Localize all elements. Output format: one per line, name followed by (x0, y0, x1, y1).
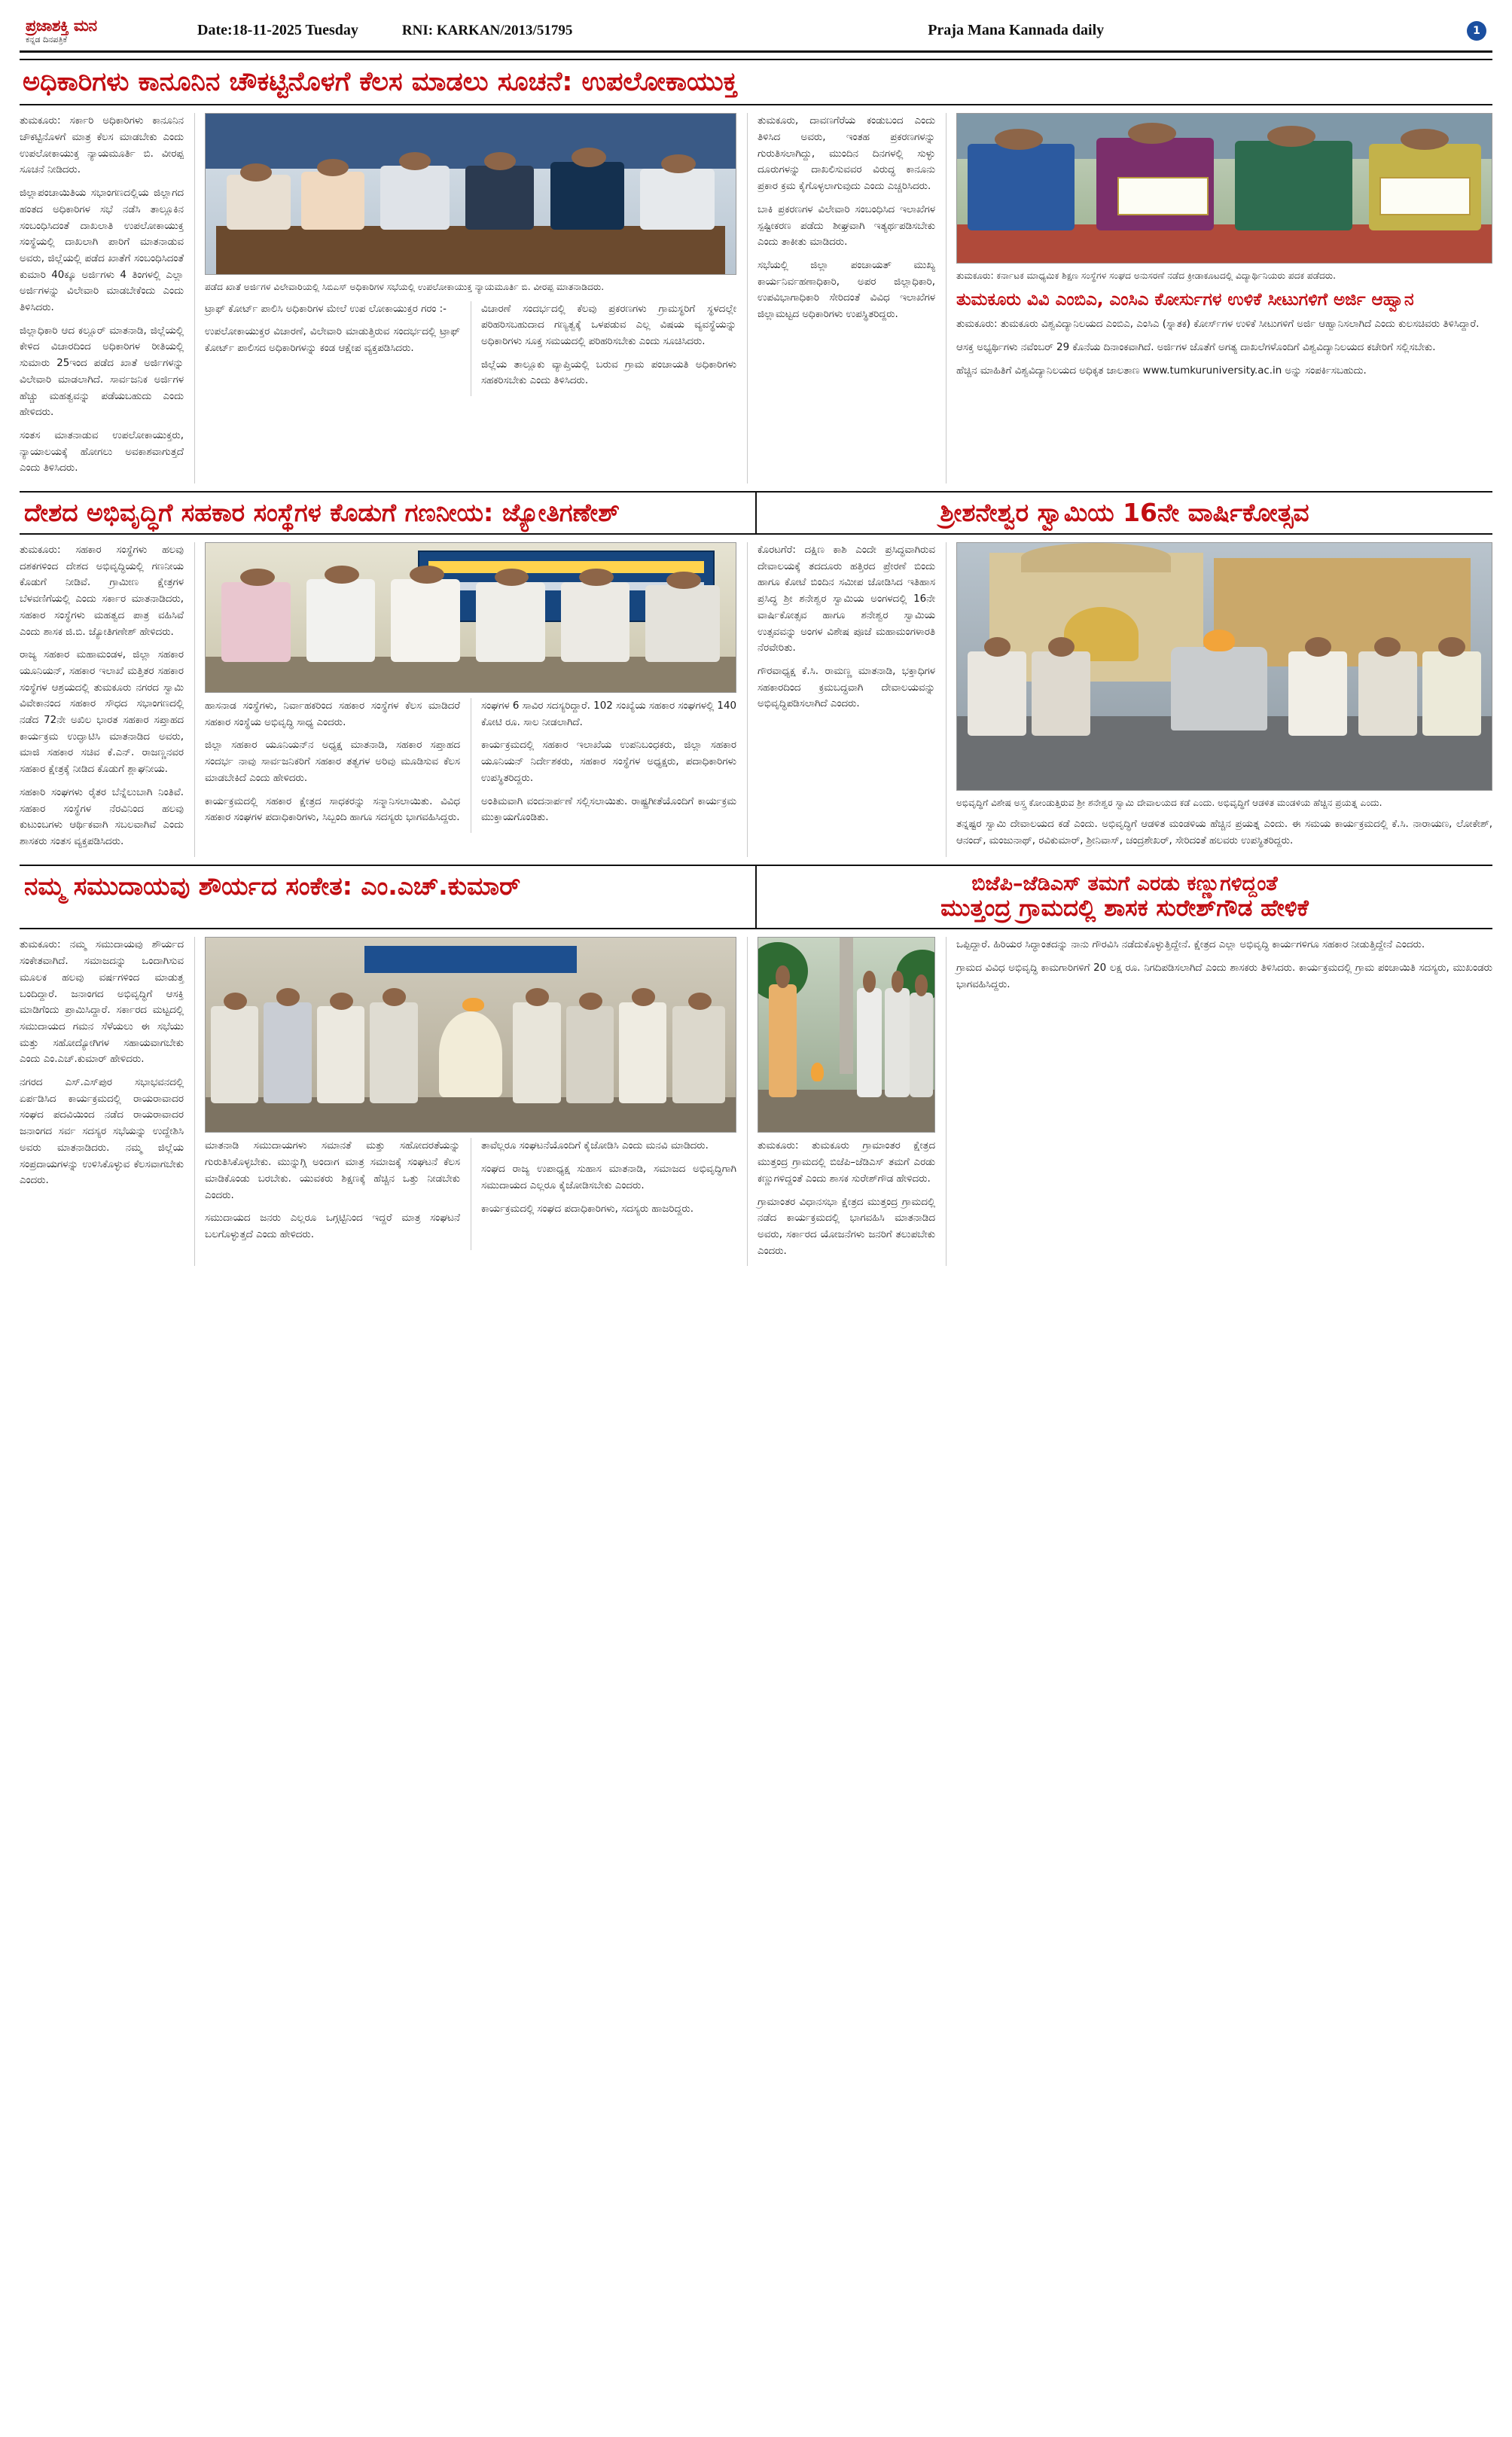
story2-col2-text (205, 698, 460, 833)
story2-col1-p1: ತುಮಕೂರು: ಸಹಕಾರ ಸಂಸ್ಥೆಗಳು ಹಲವು ದಶಕಗಳಿಂದ ದೇಶದ ಅಭಿವೃದ್ಧಿಯಲ್ಲಿ ಗಣನೀಯ ಕೊಡುಗೆ ನೀಡಿವೆ. ಗ್ರಾಮೀಣ ಕ್ಷೇತ್ರಗಳ ಬೆಳವಣಿಗೆಯಲ್ಲಿ ಎಂದು ಸರ್ಕಾರ ಮಾತನಾಡಿದರು, ಸಹಕಾರ ಸಂಸ್ಥೆಗಳು ಮಹತ್ವದ ಪಾತ್ರ ವಹಿಸಿವೆ ಎಂದು ಶಾಸಕ ಜಿ.ಬಿ. ಜ್ಯೋತಿಗಣೇಶ್ ಹೇಳಿದರು. (20, 544, 184, 638)
story3-headline-left: ನಮ್ಮ ಸಮುದಾಯವು ಶೌರ್ಯದ ಸಂಕೇತ: ಎಂ.ಎಚ್.ಕುಮಾರ್ (24, 871, 521, 901)
story1-col2-p1: ಟ್ರಾಫ್ ಕೋರ್ಟ್ ಪಾಲಿಸಿ ಅಧಿಕಾರಿಗಳ ಮೇಲೆ ಉಪ ಲೋಕಾಯುಕ್ತರ ಗರಂ :- (205, 303, 447, 315)
story2-headline-left: ದೇಶದ ಅಭಿವೃದ್ಧಿಗೆ ಸಹಕಾರ ಸಂಸ್ಥೆಗಳ ಕೊಡುಗೆ ಗಣನೀಯ: ಜ್ಯೋತಿಗಣೇಶ್ (24, 498, 620, 528)
story1-col4 (946, 113, 1492, 483)
story2-col3-p1: ಸಂಘಗಳ 6 ಸಾವಿರ ಸದಸ್ಯರಿದ್ದಾರೆ. 102 ಸಂಖ್ಯೆಯ ಸಹಕಾರ ಸಂಘಗಳಲ್ಲಿ 140 ಕೋಟಿ ರೂ. ಸಾಲ ನೀಡಲಾಗಿದೆ. (481, 700, 736, 728)
story3-col5 (946, 937, 1492, 1266)
story3-col2-text (205, 1138, 460, 1249)
logo-subtitle: ಕನ್ನಡ ದಿನಪತ್ರಿಕೆ (26, 35, 68, 44)
story3-headline-bar (20, 865, 1492, 930)
story1-col1-p4: ಸಂತಸ ಮಾತನಾಡುವ ಉಪಲೋಕಾಯುಕ್ತರು, ನ್ಯಾಯಾಲಯಕ್ಕೆ ಹೋಗಲು ಅವಕಾಶವಾಗುತ್ತದೆ ಎಂದು ತಿಳಿಸಿದರು. (20, 430, 184, 474)
story2-photo-cooperative-event (205, 542, 736, 693)
issue-date: Date:18-11-2025 Tuesday (197, 22, 358, 39)
story2-columns (20, 542, 1492, 857)
story2-col2 (194, 542, 736, 857)
story2-col5 (946, 542, 1492, 857)
story3-headline-right-top: ಬಿಜೆಪಿ–ಜೆಡಿಎಸ್ ತಮಗೆ ಎರಡು ಕಣ್ಣುಗಳಿದ್ದಂತೆ (971, 871, 1278, 895)
story1-headline: ಅಧಿಕಾರಿಗಳು ಕಾನೂನಿನ ಚೌಕಟ್ಟಿನೊಳಗೆ ಕೆಲಸ ಮಾಡಲು ಸೂಚನೆ: ಉಪಲೋಕಾಯುಕ್ತ (20, 59, 1492, 105)
story2-headline-right: ಶ್ರೀಶನೇಶ್ವರ ಸ್ವಾಮಿಯ 16ನೇ ವಾರ್ಷಿಕೋತ್ಸವ (755, 493, 1492, 533)
story3-col2-p1: ಮಾತನಾಡಿ ಸಮುದಾಯಗಳು ಸಮಾನತೆ ಮತ್ತು ಸಹೋದರತೆಯನ್ನು ಗುರುತಿಸಿಕೊಳ್ಳಬೇಕು. ಮುನ್ನುಗ್ಗಿ ಅಂದಾಗ ಮಾತ್ರ ಸಮಾಜಕ್ಕೆ ಸಂಘಟನೆ ಕೆಲಸ ಮಾಡಿಕೊಂಡು ಬರಬೇಕು. ಯುವಕರು ಶಿಕ್ಷಣಕ್ಕೆ ಹೆಚ್ಚಿನ ಒತ್ತು ನೀಡಬೇಕು ಎಂದರು. (205, 1140, 460, 1201)
story2-col2-p1: ಹಾಸನಾಡ ಸಂಸ್ಥೆಗಳು, ನಿರ್ವಾಹಕರಿಂದ ಸಹಕಾರ ಸಂಸ್ಥೆಗಳ ಕೆಲಸ ಮಾಡಿದರೆ ಸಹಕಾರ ಸಂಸ್ಥೆಯ ಅಭಿವೃದ್ಧಿ ಸಾಧ್ಯ ಎಂದರು. (205, 700, 460, 728)
story1-photo2-caption: ತುಮಕೂರು: ಕರ್ನಾಟಕ ಮಾಧ್ಯಮಿಕ ಶಿಕ್ಷಣ ಸಂಸ್ಥೆಗಳ ಸಂಘದ ಅನುಸರಣೆ ನಡೆದ ಕ್ರೀಡಾಕೂಟದಲ್ಲಿ ವಿದ್ಯಾರ್ಥಿನಿಯರು ಪದಕ ಪಡೆದರು. (956, 270, 1337, 282)
story3-col3-text (471, 1138, 736, 1249)
story3-columns (20, 937, 1492, 1266)
story1-col3-p2: ಬಾಕಿ ಪ್ರಕರಣಗಳ ವಿಲೇವಾರಿ ಸಂಬಂಧಿಸಿದ ಇಲಾಖೆಗಳ ಸ್ಪಷ್ಟೀಕರಣ ಪಡೆದು ಶೀಘ್ರವಾಗಿ ಇತ್ಯರ್ಥಪಡಿಸಬೇಕು ಎಂದು ತಾಕೀತು ಮಾಡಿದರು. (758, 203, 935, 249)
story3-col4-p1: ತುಮಕೂರು: ತುಮಕೂರು ಗ್ರಾಮಾಂತರ ಕ್ಷೇತ್ರದ ಮುತ್ತಂದ್ರ ಗ್ರಾಮದಲ್ಲಿ ಬಿಜೆಪಿ–ಜೆಡಿಎಸ್ ತಮಗೆ ಎರಡು ಕಣ್ಣುಗಳಿದ್ದಂತೆ ಎಂದು ಶಾಸಕ ಸುರೇಶ್‌ಗೌಡ ಹೇಳಿದರು. (758, 1140, 935, 1185)
story1-sub-p1: ತುಮಕೂರು: ತುಮಕೂರು ವಿಶ್ವವಿದ್ಯಾನಿಲಯದ ಎಂಬಿಎ, ಎಂಸಿಎ (ಸ್ನಾತಕ) ಕೋರ್ಸ್‌ಗಳ ಉಳಿಕೆ ಸೀಟುಗಳಿಗೆ ಅರ್ಜಿ ಆಹ್ವಾನಿಸಲಾಗಿದೆ ಎಂದು ಕುಲಸಚಿವರು ತಿಳಿಸಿದ್ದಾರೆ. (956, 319, 1480, 331)
story3-col4 (747, 937, 935, 1266)
story1-col2-p2: ಉಪಲೋಕಾಯುಕ್ತರ ವಿಚಾರಣೆ, ವಿಲೇವಾರಿ ಮಾಡುತ್ತಿರುವ ಸಂದರ್ಭದಲ್ಲಿ ಟ್ರಾಫ್ ಕೋರ್ಟ್ ಪಾಲಿಸದ ಅಧಿಕಾರಿಗಳನ್ನು ಕಂಡ ಆಕ್ಷೇಪ ವ್ಯಕ್ತಪಡಿಸಿದರು. (205, 326, 460, 355)
story2-col3-p2: ಕಾರ್ಯಕ್ರಮದಲ್ಲಿ ಸಹಕಾರ ಇಲಾಖೆಯ ಉಪನಿಬಂಧಕರು, ಜಿಲ್ಲಾ ಸಹಕಾರ ಯೂನಿಯನ್ ನಿರ್ದೇಶಕರು, ಸಹಕಾರ ಸಂಸ್ಥೆಗಳ ಅಧ್ಯಕ್ಷರು, ಪದಾಧಿಕಾರಿಗಳು ಉಪಸ್ಥಿತರಿದ್ದರು. (481, 740, 736, 784)
story3-col1 (20, 937, 184, 1266)
masthead (20, 14, 1492, 53)
story2-col4 (747, 542, 935, 857)
story2-photo-temple (956, 542, 1492, 791)
publication-logo (26, 17, 184, 44)
story1-sub-headline: ತುಮಕೂರು ವಿವಿ ಎಂಬಿಎ, ಎಂಸಿಎ ಕೋರ್ಸುಗಳ ಉಳಿಕೆ ಸೀಟುಗಳಿಗೆ ಅರ್ಜಿ ಆಹ್ವಾನ (956, 289, 1414, 310)
story3-col4-p2: ಗ್ರಾಮಾಂತರ ವಿಧಾನಸಭಾ ಕ್ಷೇತ್ರದ ಮುತ್ತಂದ್ರ ಗ್ರಾಮದಲ್ಲಿ ನಡೆದ ಕಾರ್ಯಕ್ರಮದಲ್ಲಿ ಭಾಗವಹಿಸಿ ಮಾತನಾಡಿದ ಅವರು, ಸರ್ಕಾರದ ಯೋಜನೆಗಳು ಜನರಿಗೆ ತಲುಪಬೇಕು ಎಂದರು. (758, 1196, 935, 1257)
story2-col4-p2: ಗೌರವಾಧ್ಯಕ್ಷ ಕೆ.ಸಿ. ರಾಮಣ್ಣ ಮಾತನಾಡಿ, ಭಕ್ತಾಧಿಗಳ ಸಹಕಾರದಿಂದ ಕ್ರಮಬದ್ಧವಾಗಿ ದೇವಾಲಯವನ್ನು ಅಭಿವೃದ್ಧಿಪಡಿಸಲಾಗಿದೆ ಎಂದರು. (758, 665, 935, 710)
story3-col5-p1: ಒಪ್ಪಿದ್ದಾರೆ. ಹಿರಿಯರ ಸಿದ್ಧಾಂತದನ್ನು ನಾನು ಗೌರವಿಸಿ ನಡೆದುಕೊಳ್ಳುತ್ತಿದ್ದೇನೆ. ಕ್ಷೇತ್ರದ ಎಲ್ಲಾ ಅಭಿವೃದ್ಧಿ ಕಾರ್ಯಗಳಿಗೂ ಸಹಕಾರ ನೀಡುತ್ತಿದ್ದೇನೆ ಎಂದರು. (956, 939, 1425, 951)
story2-col3-p3: ಅಂತಿಮವಾಗಿ ವಂದನಾರ್ಪಣೆ ಸಲ್ಲಿಸಲಾಯಿತು. ರಾಷ್ಟ್ರಗೀತೆಯೊಂದಿಗೆ ಕಾರ್ಯಕ್ರಮ ಮುಕ್ತಾಯಗೊಂಡಿತು. (481, 795, 736, 824)
story3-col5-p2: ಗ್ರಾಮದ ವಿವಿಧ ಅಭಿವೃದ್ಧಿ ಕಾಮಗಾರಿಗಳಿಗೆ 20 ಲಕ್ಷ ರೂ. ನಿಗದಿಪಡಿಸಲಾಗಿದೆ ಎಂದು ಶಾಸಕರು ತಿಳಿಸಿದರು. ಕಾರ್ಯಕ್ರಮದಲ್ಲಿ ಗ್ರಾಮ ಪಂಚಾಯಿತಿ ಸದಸ್ಯರು, ಮುಖಂಡರು ಭಾಗವಹಿಸಿದ್ದರು. (956, 962, 1492, 990)
story3-col3-p2: ಸಂಘದ ರಾಜ್ಯ ಉಪಾಧ್ಯಕ್ಷ ಸುಹಾಸ ಮಾತನಾಡಿ, ಸಮಾಜದ ಅಭಿವೃದ್ಧಿಗಾಗಿ ಸಮುದಾಯದ ಎಲ್ಲರೂ ಕೈಜೋಡಿಸಬೇಕು ಎಂದರು. (481, 1164, 736, 1191)
story2-col5-p1: ತನ್ನಷ್ಟರ ಸ್ವಾಮಿ ದೇವಾಲಯದ ಕಡೆ ಎಂದು. ಅಭಿವೃದ್ಧಿಗೆ ಆಡಳಿತ ಮಂಡಳಿಯ ಹೆಚ್ಚಿನ ಪ್ರಯತ್ನ ಎಂದು. ಈ ಸಮಯ ಕಾರ್ಯಕ್ರಮದಲ್ಲಿ ಕೆ.ಸಿ. ನಾರಾಯಣ, ಲೋಕೇಶ್, ಆನಂದ್, ಮಂಜುನಾಥ್, ರವಿಕುಮಾರ್, ಶ್ರೀನಿವಾಸ್, ಚಂದ್ರಶೇಖರ್, ಸೇರಿದಂತೆ ಹಲವರು ಉಪಸ್ಥಿತರಿದ್ದರು. (956, 819, 1492, 847)
story1-col3-p3: ಸಭೆಯಲ್ಲಿ ಜಿಲ್ಲಾ ಪಂಚಾಯತ್ ಮುಖ್ಯ ಕಾರ್ಯನಿರ್ವಹಣಾಧಿಕಾರಿ, ಅಪರ ಜಿಲ್ಲಾಧಿಕಾರಿ, ಉಪವಿಭಾಗಾಧಿಕಾರಿ ಸೇರಿದಂತೆ ವಿವಿಧ ಇಲಾಖೆಗಳ ಜಿಲ್ಲಾಮಟ್ಟದ ಅಧಿಕಾರಿಗಳು ಉಪಸ್ಥಿತರಿದ್ದರು. (758, 259, 935, 321)
story1-sub-p3: ಹೆಚ್ಚಿನ ಮಾಹಿತಿಗೆ ವಿಶ್ವವಿದ್ಯಾನಿಲಯದ ಅಧಿಕೃತ ಜಾಲತಾಣ www.tumkuruniversity.ac.in ಅನ್ನು ಸಂಪರ್ಕಿಸಬಹುದು. (956, 364, 1367, 377)
story2-col2-p3: ಕಾರ್ಯಕ್ರಮದಲ್ಲಿ ಸಹಕಾರ ಕ್ಷೇತ್ರದ ಸಾಧಕರನ್ನು ಸನ್ಮಾನಿಸಲಾಯಿತು. ವಿವಿಧ ಸಹಕಾರ ಸಂಘಗಳ ಪದಾಧಿಕಾರಿಗಳು, ಸಿಬ್ಬಂದಿ ಹಾಗೂ ಸದಸ್ಯರು ಭಾಗವಹಿಸಿದ್ದರು. (205, 795, 460, 824)
logo-title: ಪ್ರಜಾಶಕ್ತಿ ಮನ (26, 17, 97, 35)
story1-sub-p2: ಆಸಕ್ತ ಅಭ್ಯರ್ಥಿಗಳು ನವೆಂಬರ್ 29 ಕೊನೆಯ ದಿನಾಂಕವಾಗಿದೆ. ಅರ್ಜಿಗಳ ಜೊತೆಗೆ ಅಗತ್ಯ ದಾಖಲೆಗಳೊಂದಿಗೆ ವಿಶ್ವವಿದ್ಯಾನಿಲಯದ ಕಚೇರಿಗೆ ಸಲ್ಲಿಸಬೇಕು. (956, 341, 1436, 353)
story2-col4-p1: ಕೊರಟಗೆರೆ: ದಕ್ಷಿಣ ಕಾಶಿ ಎಂದೇ ಪ್ರಸಿದ್ಧವಾಗಿರುವ ದೇವಾಲಯಕ್ಕೆ ತದದೂರು ಹತ್ತಿರದ ಪ್ರೇರಣೆ ಬಿಂದು ಹಾಗೂ ಕೋಟೆ ಬಿಂದಿನ ಸಮೀಪ ಜೋಡಿಸಿದ ಇತಿಹಾಸ ಪ್ರಸಿದ್ಧ ಶ್ರೀ ಶನೇಶ್ವರ ಸ್ವಾಮಿಯ ಅಂಗಳದಲ್ಲಿ 16ನೇ ವಾರ್ಷಿಕೋತ್ಸವ ಹಾಗೂ ಶನೇಶ್ವರ ಸ್ವಾಮಿಯ ಉತ್ಸವವನ್ನು ಅಂಗಳ ವಿಶೇಷ ಪೂಜೆ ಮಹಾಮಂಗಳಾರತಿ ನೆರವೇರಿತು. (758, 544, 935, 654)
story1-col2 (194, 113, 736, 483)
page-number-badge: 1 (1467, 21, 1486, 41)
story1-col1-p2: ಜಿಲ್ಲಾಪಂಚಾಯಿತಿಯ ಸಭಾಂಗಣದಲ್ಲಿಯ ಜಿಲ್ಲಾಗದ ಹಂತದ ಅಧಿಕಾರಿಗಳ ಸಭೆ ನಡೆಸಿ ತಾಲ್ಲೂಕಿನ ಸಂಬಂಧಿಸಿದಂತೆ ದಾಖಲಾತಿ ಉಪಲೋಕಾಯುಕ್ತ ಸಂಸ್ಥೆಯಲ್ಲಿ ದಾಖಲಾಗಿ ಪಾರಿಗೆ ಮಾತನಾಡುವ ಅವರು, ಜಿಲ್ಲೆಯಲ್ಲಿ ಪಡೆದ ಖಾತೆಗೆ ಸಂಬಂಧಿಸಿದಂತೆ ಕುಮಾರಿ 40ಕ್ಕೂ ಅರ್ಜಿಗಳು 4 ತಿಂಗಳಲ್ಲಿ ಎಲ್ಲಾ ಅರ್ಜಿಗಳನ್ನು ವಿಲೇವಾರಿ ಮಾಡಬೇಕೆಂದು ಎಂದು ತಿಳಿಸಿದರು. (20, 188, 184, 314)
story3-col3-p3: ಕಾರ್ಯಕ್ರಮದಲ್ಲಿ ಸಂಘದ ಪದಾಧಿಕಾರಿಗಳು, ಸದಸ್ಯರು ಹಾಜರಿದ್ದರು. (481, 1203, 694, 1215)
story3-col2-p2: ಸಮುದಾಯದ ಜನರು ಎಲ್ಲರೂ ಒಗ್ಗಟ್ಟಿನಿಂದ ಇದ್ದರೆ ಮಾತ್ರ ಸಂಘಟನೆ ಬಲಗೊಳ್ಳುತ್ತದೆ ಎಂದು ಹೇಳಿದರು. (205, 1212, 460, 1240)
story1-col1-p1: ತುಮಕೂರು: ಸರ್ಕಾರಿ ಅಧಿಕಾರಿಗಳು ಕಾನೂನಿನ ಚೌಕಟ್ಟಿನೊಳಗೆ ಮಾತ್ರ ಕೆಲಸ ಮಾಡಬೇಕು ಎಂದು ಉಪಲೋಕಾಯುಕ್ತ ನ್ಯಾಯಮೂರ್ತಿ ಬಿ. ವೀರಪ್ಪ ಸೂಚನೆ ನೀಡಿದರು. (20, 115, 184, 176)
story3-headline-right: ಮುತ್ತಂದ್ರ ಗ್ರಾಮದಲ್ಲಿ ಶಾಸಕ ಸುರೇಶ್‌ಗೌಡ ಹೇಳಿಕೆ (940, 894, 1309, 922)
story1-col3 (747, 113, 935, 483)
story1-col2-p4: ಜಿಲ್ಲೆಯ ತಾಲ್ಲೂಕು ವ್ಯಾಪ್ತಿಯಲ್ಲಿ ಬರುವ ಗ್ರಾಮ ಪಂಚಾಯತಿ ಅಧಿಕಾರಿಗಳು ಸಹಕರಿಸಬೇಕು ಎಂದು ತಿಳಿಸಿದರು. (481, 358, 736, 387)
publication-name: Praja Mana Kannada daily (928, 22, 1105, 39)
story1-photo-meeting (205, 113, 736, 275)
story1-col3-p1: ತುಮಕೂರು, ದಾವಣಗೆರೆಯ ಕಂಡುಬಂದ ಎಂದು ತಿಳಿಸಿದ ಅವರು, ಇಂತಹ ಪ್ರಕರಣಗಳನ್ನು ಗುರುತಿಸಲಾಗಿದ್ದು, ಮುಂದಿನ ದಿನಗಳಲ್ಲಿ ಸುಳ್ಳು ದೂರುಗಳನ್ನು ದಾಖಲಿಸುವವರ ವಿರುದ್ಧ ಕಾನೂನು ಪ್ರಕಾರ ಕ್ರಮ ಕೈಗೊಳ್ಳಲಾಗುವುದು ಎಂದು ಎಚ್ಚರಿಸಿದರು. (758, 115, 935, 193)
story1-columns (20, 113, 1492, 483)
story2-col1 (20, 542, 184, 857)
story3-col3-p1: ತಾವೆಲ್ಲರೂ ಸಂಘಟನೆಯೊಂದಿಗೆ ಕೈಜೋಡಿಸಿ ಎಂದು ಮನವಿ ಮಾಡಿದರು. (481, 1140, 709, 1152)
story1-col2-p3: ವಿಚಾರಣೆ ಸಂದರ್ಭದಲ್ಲಿ ಕೆಲವು ಪ್ರಕರಣಗಳು ಗ್ರಾಮಸ್ಥರಿಗೆ ಸ್ಥಳದಲ್ಲೇ ಪರಿಹರಿಸಬಹುದಾದ ಗಣ್ಯತ್ವಕ್ಕೆ ಒಳಪಡುವ ಎಲ್ಲ ವಿಷಯ ವ್ಯವಸ್ಥೆಯನ್ನು ಅಧಿಕಾರಿಗಳು ಸೂಕ್ತ ಸಮಯದಲ್ಲಿ ಪರಿಹರಿಸಬೇಕು ಎಂದು ಸೂಚಿಸಿದರು. (481, 303, 736, 348)
story2-col1-p3: ಸಹಕಾರಿ ಸಂಘಗಳು ರೈತರ ಬೆನ್ನೆಲುಬಾಗಿ ನಿಂತಿವೆ. ಸಹಕಾರ ಸಂಸ್ಥೆಗಳ ನೆರವಿನಿಂದ ಹಲವು ಕುಟುಂಬಗಳು ಆರ್ಥಿಕವಾಗಿ ಸಬಲವಾಗಿವೆ ಎಂದು ಶಾಸಕರು ಸಂತಸ ವ್ಯಕ್ತಪಡಿಸಿದರು. (20, 786, 184, 847)
story1-col2b-text (471, 301, 736, 397)
story3-col1-p2: ನಗರದ ಎಸ್.ಎಸ್‌ಪುರ ಸಭಾಭವನದಲ್ಲಿ ಏರ್ಪಡಿಸಿದ ಕಾರ್ಯಕ್ರಮದಲ್ಲಿ ರಾಯರಾವಾದರ ಸಂಘದ ಪದವಿಯಿಂದ ನಡೆದ ರಾಯರಾವಾದರ ಜನಾಂಗದ ಸರ್ವ ಸದಸ್ಯರ ಸಭೆಯನ್ನು ಉದ್ದೇಶಿಸಿ ಅವರು ಮಾತನಾಡಿದರು. ನಮ್ಮ ಜಿಲ್ಲೆಯ ಸಂಪ್ರದಾಯಗಳನ್ನು ಉಳಿಸಿಕೊಳ್ಳುವ ಕೆಲಸವಾಗಬೇಕು ಎಂದರು. (20, 1077, 184, 1187)
story2-col3-text (471, 698, 736, 833)
story2-headline-bar (20, 491, 1492, 535)
story3-col2 (194, 937, 736, 1266)
story1-col1-p3: ಜಿಲ್ಲಾಧಿಕಾರಿ ಆದ ಕಲ್ಲೂರ್ ಮಾತನಾಡಿ, ಜಿಲ್ಲೆಯಲ್ಲಿ ಕೇಳಿದ ವಿಚಾರದಿಂದ ಅಧಿಕಾರಿಗಳ ರೀತಿಯಲ್ಲಿ ಸುಮಾರು 25ಇಂದ ಪಡೆದ ಖಾತೆ ಅರ್ಜಿಗಳನ್ನು ವಿಲೇವಾರಿ ಮಾಡಲಾಗಿದೆ. ಸಾರ್ವಜನಿಕ ಅರ್ಜಿಗಳ ಹೆಚ್ಚು ಮಹತ್ವವನ್ನು ಪಡೆಯಬಹುದು ಎಂದು ಹೇಳಿದರು. (20, 325, 184, 419)
story2-col1-p2: ರಾಜ್ಯ ಸಹಕಾರ ಮಹಾಮಂಡಳ, ಜಿಲ್ಲಾ ಸಹಕಾರ ಯೂನಿಯನ್, ಸಹಕಾರ ಇಲಾಖೆ ಮತ್ತಿತರ ಸಹಕಾರ ಸಂಸ್ಥೆಗಳ ಆಶ್ರಯದಲ್ಲಿ ತುಮಕೂರು ನಗರದ ಸ್ವಾಮಿ ವಿವೇಕಾನಂದ ಸಹಕಾರ ಸೌಧದ ಸಭಾಂಗಣದಲ್ಲಿ ನಡೆದ 72ನೇ ಅಖಿಲ ಭಾರತ ಸಹಕಾರ ಸಪ್ತಾಹದ ಕಾರ್ಯಕ್ರಮ ಉದ್ಘಾಟಿಸಿ ಮಾತನಾಡಿದ ಅವರು, ಮಾಜಿ ಸಹಕಾರ ಸಚಿವ ಕೆ.ಎನ್. ರಾಜಣ್ಣನವರ ಸಹಕಾರ ಕ್ಷೇತ್ರಕ್ಕೆ ನೀಡಿದ ಕೊಡುಗೆ ಶ್ಲಾಘನೀಯ. (20, 649, 184, 776)
story3-col1-p1: ತುಮಕೂರು: ನಮ್ಮ ಸಮುದಾಯವು ಶೌರ್ಯದ ಸಂಕೇತವಾಗಿದೆ. ಸಮಾಜದನ್ನು ಒಂದಾಗಿಸುವ ಮೂಲಕ ಹಲವು ವರ್ಷಗಳಿಂದ ಮಾಡುತ್ತ ಬಂದಿದ್ದಾರೆ. ಜನಾಂಗದ ಅಭಿವೃದ್ಧಿಗೆ ಆಸಕ್ತಿ ಮಾಡಿಗೆಂದು ಪ್ರಾಮಿಸಿದ್ದಾರೆ. ಸರ್ಕಾರದ ಮಟ್ಟದಲ್ಲಿ ಸಮುದಾಯದ ಗಮನ ಸೆಳೆಯಲು ಈ ಸಭೆಯು ಮತ್ತು ಸಹೋದ್ಯೋಗಿಗಳ ಸಹಾಯವಾಗಬೇಕು ಎಂದು ಎಂ.ಎಚ್.ಕುಮಾರ್ ಹೇಳಿದರು. (20, 939, 184, 1066)
story2-col2-p2: ಜಿಲ್ಲಾ ಸಹಕಾರ ಯೂನಿಯನ್‌ನ ಅಧ್ಯಕ್ಷ ಮಾತನಾಡಿ, ಸಹಕಾರ ಸಪ್ತಾಹದ ಸಂದರ್ಭ ನಾವು ಸಾರ್ವಜನಿಕರಿಗೆ ಸಹಕಾರ ತತ್ವಗಳ ಅರಿವು ಮೂಡಿಸುವ ಕೆಲಸ ಮಾಡಬೇಕಿದೆ ಎಂದು ಹೇಳಿದರು. (205, 740, 460, 784)
story3-photo-village-event (758, 937, 935, 1133)
story3-photo-community-group (205, 937, 736, 1133)
rni-number: RNI: KARKAN/2013/51795 (401, 22, 573, 38)
story2-photo-caption: ಅಭಿವೃದ್ಧಿಗೆ ವಿಶೇಷ ಅಸ್ತ್ರ ಕೋಂಡುತ್ತಿರುವ ಶ್ರೀ ಶನೇಶ್ವರ ಸ್ವಾಮಿ ದೇವಾಲಯದ ಕಡೆ ಎಂದು. ಅಭಿವೃದ್ಧಿಗೆ ಆಡಳಿತ ಮಂಡಳಿಯ ಹೆಚ್ಚಿನ ಪ್ರಯತ್ನ ಎಂದು. (956, 798, 1382, 809)
story1-col2-text (205, 301, 460, 397)
story1-col1 (20, 113, 184, 483)
story1-photo1-caption: ಪಡೆದ ಖಾತೆ ಅರ್ಜಿಗಳ ವಿಲೇವಾರಿಯಲ್ಲಿ ಸಿಬಿಎಸ್ ಅಧಿಕಾರಿಗಳ ಸಭೆಯಲ್ಲಿ ಉಪಲೋಕಾಯುಕ್ತ ನ್ಯಾಯಮೂರ್ತಿ ಬಿ. ವೀರಪ್ಪ ಮಾತನಾಡಿದರು. (205, 282, 605, 293)
story1-photo-athletes (956, 113, 1492, 264)
